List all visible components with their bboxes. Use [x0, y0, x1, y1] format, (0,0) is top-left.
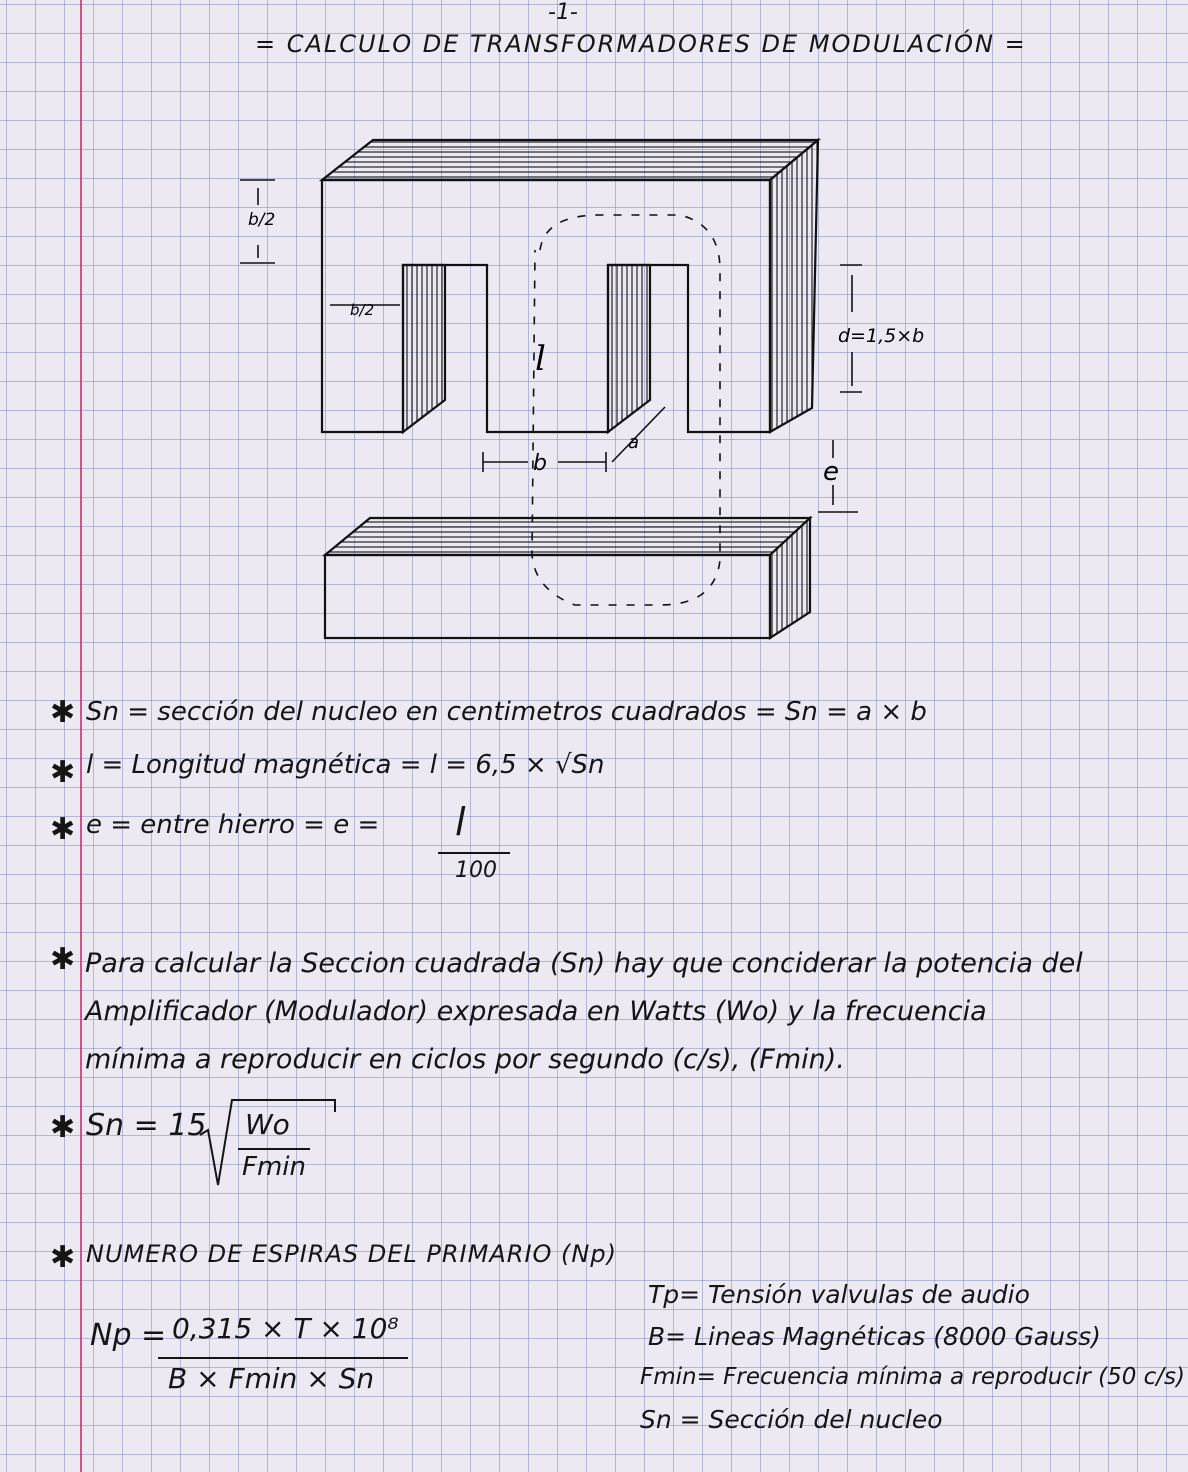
bullet-4: ✱ — [50, 942, 76, 977]
definition-l: l = Longitud magnética = l = 6,5 × √Sn — [86, 750, 605, 780]
definition-sn: Sn = sección del nucleo en centimetros cuadrados = Sn = a × b — [86, 697, 927, 727]
sn-denominator: Fmin — [242, 1152, 306, 1182]
e-numerator: l — [455, 800, 466, 844]
transformer-core-diagram — [0, 0, 1188, 700]
label-b2-top: b/2 — [248, 210, 276, 230]
page-title: = CALCULO DE TRANSFORMADORES DE MODULACIÓN = — [255, 30, 1027, 58]
dimension-lines — [240, 180, 862, 512]
np-heading: NUMERO DE ESPIRAS DEL PRIMARIO (Np) — [86, 1240, 617, 1268]
window-right-side — [608, 265, 650, 432]
definition-e: e = entre hierro = e = — [86, 810, 380, 840]
np-numerator: 0,315 × T × 10⁸ — [172, 1312, 399, 1345]
sn-numerator: Wo — [245, 1108, 290, 1141]
core-front-face — [322, 180, 770, 432]
bullet-1: ✱ — [50, 695, 76, 730]
i-core — [325, 518, 810, 638]
bullet-5: ✱ — [50, 1110, 76, 1145]
label-l: l — [535, 339, 546, 379]
bullet-2: ✱ — [50, 755, 76, 790]
e-fraction-bar — [438, 852, 510, 854]
legend-fmin: Fmin= Frecuencia mínima a reproducir (50 c/s) — [640, 1364, 1186, 1390]
sn-formula-lhs: Sn = 15 — [86, 1108, 207, 1143]
np-denominator: B × Fmin × Sn — [168, 1362, 375, 1395]
paragraph-text: Para calcular la Seccion cuadrada (Sn) hay que conciderar la potencia del Amplificador (Modulador) expresada en Watts (Wo) y la frecuencia mínima a reproducir en ciclos por segundo (c/s), (Fmin). — [85, 948, 1083, 1075]
np-formula-lhs: Np = — [90, 1318, 167, 1353]
bullet-3: ✱ — [50, 812, 76, 847]
bar-top-face — [325, 518, 810, 555]
legend-sn: Sn = Sección del nucleo — [640, 1405, 943, 1434]
legend-b: B= Lineas Magnéticas (8000 Gauss) — [648, 1322, 1101, 1351]
label-d: d=1,5×b — [838, 325, 925, 347]
legend-tp: Tp= Tensión valvulas de audio — [648, 1280, 1030, 1309]
window-left-side — [403, 265, 445, 432]
label-e: e — [823, 457, 839, 487]
e-denominator: 100 — [455, 858, 497, 883]
core-right-face — [770, 140, 818, 432]
sn-fraction-bar — [238, 1148, 310, 1150]
e-core — [322, 140, 818, 432]
bar-front-face — [325, 555, 770, 638]
np-fraction-bar — [158, 1357, 408, 1359]
core-top-face — [322, 140, 818, 180]
label-b2-left: b/2 — [350, 301, 375, 319]
bullet-6: ✱ — [50, 1240, 76, 1275]
label-a: a — [628, 432, 640, 453]
page-number: -1- — [548, 0, 578, 25]
label-b: b — [533, 451, 547, 476]
